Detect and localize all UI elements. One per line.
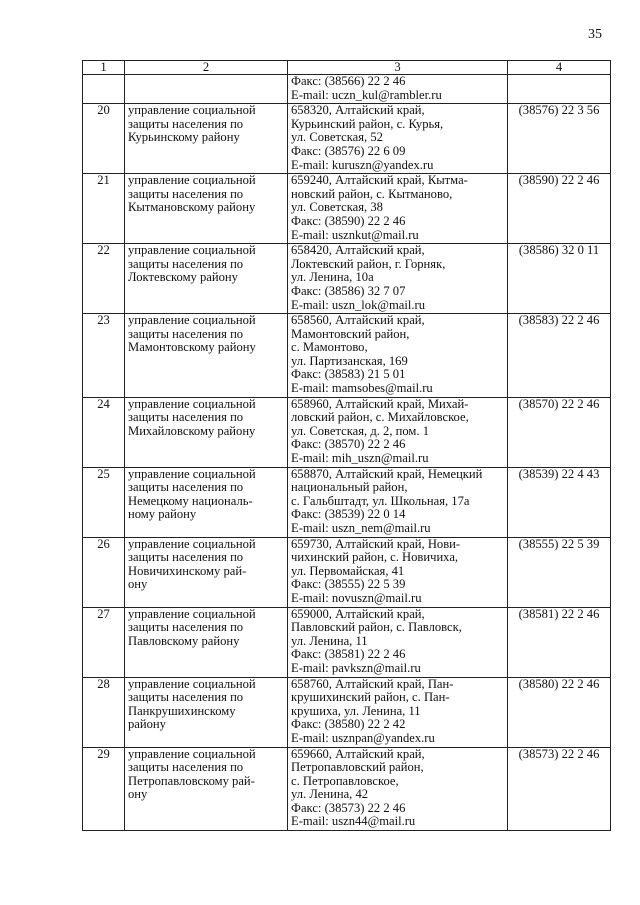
organization-line: управление социальной (128, 243, 256, 258)
address-line: национальный район, (291, 480, 408, 495)
organization-line: защиты населения по (128, 620, 244, 635)
address-line: с. Мамонтово, (291, 340, 368, 355)
organization-line: Курьинскому району (128, 130, 240, 145)
address-line: Факс: (38576) 22 6 09 (291, 143, 406, 158)
row-number-cell: 29 (83, 747, 125, 831)
phone-cell: (38570) 22 2 46 (508, 397, 611, 467)
address-line: Павловский район, с. Павловск, (291, 620, 462, 635)
address-line: 658760, Алтайский край, Пан- (291, 677, 454, 691)
address-line: ул. Первомайская, 41 (291, 563, 405, 578)
address-line: 658420, Алтайский край, (291, 243, 425, 258)
phone-cell: (38590) 22 2 46 (508, 174, 611, 244)
organization-cell (125, 174, 288, 244)
address-line: 659660, Алтайский край, (291, 747, 425, 761)
organization-line: ному району (128, 507, 197, 522)
address-cell (288, 104, 508, 174)
organization-line: управление социальной (128, 103, 256, 118)
table-row (83, 747, 611, 831)
page-number: 35 (588, 27, 602, 42)
address-line: Мамонтовский район, (291, 326, 410, 341)
address-line: 658870, Алтайский край, Немецкий (291, 467, 483, 481)
address-line: E-mail: mamsobes@mail.ru (291, 381, 433, 396)
column-header-2: 2 (125, 61, 288, 75)
address-line: с. Гальбштадт, ул. Школьная, 17а (291, 493, 470, 508)
organization-line: защиты населения по (128, 410, 244, 425)
organization-cell (125, 244, 288, 314)
organization-cell (125, 537, 288, 607)
address-line: крушиха, ул. Ленина, 11 (291, 703, 421, 718)
phone-cell: (38555) 22 5 39 (508, 537, 611, 607)
address-line: Факс: (38590) 22 2 46 (291, 213, 406, 228)
table-body (83, 75, 611, 831)
address-line: ул. Ленина, 42 (291, 787, 369, 802)
table-row (83, 314, 611, 398)
phone-cell: (38580) 22 2 46 (508, 677, 611, 747)
organization-line: управление социальной (128, 467, 256, 481)
address-line: E-mail: novuszn@mail.ru (291, 590, 422, 605)
address-cell (288, 467, 508, 537)
column-header-1: 1 (83, 61, 125, 75)
row-number-cell: 21 (83, 174, 125, 244)
organization-line: управление социальной (128, 397, 256, 411)
address-cell (288, 314, 508, 398)
address-line: чихинский район, с. Новичиха, (291, 550, 459, 565)
organization-line: управление социальной (128, 677, 256, 691)
address-cell (288, 537, 508, 607)
address-line: ловский район, с. Михайловское, (291, 410, 469, 425)
address-line: Факс: (38580) 22 2 42 (291, 717, 406, 732)
organization-line: управление социальной (128, 747, 256, 761)
row-number-cell: 20 (83, 104, 125, 174)
table-row (83, 174, 611, 244)
organization-line: Павловскому району (128, 633, 240, 648)
address-line: E-mail: uszn_lok@mail.ru (291, 297, 426, 312)
organization-line: Петропавловскому рай- (128, 773, 255, 788)
address-line: E-mail: uszn44@mail.ru (291, 814, 416, 829)
address-line: ул. Ленина, 11 (291, 633, 368, 648)
address-cell (288, 75, 508, 104)
organization-cell (125, 677, 288, 747)
address-line: Факс: (38581) 22 2 46 (291, 647, 406, 662)
address-line: Петропавловский район, (291, 760, 424, 775)
organization-line: району (128, 717, 166, 732)
row-number-cell: 22 (83, 244, 125, 314)
phone-cell: (38576) 22 3 56 (508, 104, 611, 174)
address-cell (288, 677, 508, 747)
address-line: 659730, Алтайский край, Нови- (291, 537, 461, 551)
address-line: E-mail: pavkszn@mail.ru (291, 660, 421, 675)
organization-cell (125, 747, 288, 831)
phone-cell: (38573) 22 2 46 (508, 747, 611, 831)
address-line: Факс: (38586) 32 7 07 (291, 283, 406, 298)
address-cell (288, 174, 508, 244)
organization-line: защиты населения по (128, 116, 244, 131)
row-number-cell (83, 75, 125, 104)
address-line: 658960, Алтайский край, Михай- (291, 397, 469, 411)
organization-line: защиты населения по (128, 550, 244, 565)
address-line: E-mail: uszn_nem@mail.ru (291, 521, 431, 535)
address-cell (288, 607, 508, 677)
table-row (83, 397, 611, 467)
address-line: крушихинский район, с. Пан- (291, 690, 450, 705)
address-cell (288, 397, 508, 467)
organization-line: Кытмановскому району (128, 200, 256, 215)
address-line: Факс: (38555) 22 5 39 (291, 577, 406, 592)
phone-cell: (38581) 22 2 46 (508, 607, 611, 677)
address-line: ул. Партизанская, 169 (291, 353, 408, 368)
organization-line: управление социальной (128, 537, 256, 551)
organization-cell (125, 607, 288, 677)
address-line: 659000, Алтайский край, (291, 607, 425, 621)
organization-line: Мамонтовскому району (128, 340, 256, 355)
address-line: ул. Советская, д. 2, пом. 1 (291, 423, 429, 438)
address-line: ул. Советская, 52 (291, 130, 383, 145)
address-line: 658320, Алтайский край, (291, 103, 425, 118)
organization-line: ону (128, 787, 148, 802)
address-line: 659240, Алтайский край, Кытма- (291, 173, 468, 188)
table-row (83, 244, 611, 314)
row-number-cell: 23 (83, 314, 125, 398)
address-line: E-mail: uczn_kul@rambler.ru (291, 87, 442, 102)
organization-line: ону (128, 577, 148, 592)
organization-cell (125, 104, 288, 174)
address-line: ул. Советская, 38 (291, 200, 383, 215)
organization-line: управление социальной (128, 313, 256, 328)
address-line: Факс: (38539) 22 0 14 (291, 507, 406, 522)
address-line: E-mail: mih_uszn@mail.ru (291, 451, 429, 466)
row-number-cell: 28 (83, 677, 125, 747)
address-line: ул. Ленина, 10а (291, 270, 374, 285)
address-line: E-mail: usznkut@mail.ru (291, 227, 419, 242)
row-number-cell: 27 (83, 607, 125, 677)
address-line: новский район, с. Кытманово, (291, 186, 453, 201)
organization-line: защиты населения по (128, 326, 244, 341)
address-cell (288, 747, 508, 831)
organization-line: защиты населения по (128, 256, 244, 271)
table-row (83, 467, 611, 537)
address-line: E-mail: usznpan@yandex.ru (291, 730, 435, 745)
address-line: Локтевский район, г. Горняк, (291, 256, 446, 271)
continuation-row (83, 75, 611, 104)
address-line: 658560, Алтайский край, (291, 313, 425, 328)
column-header-3: 3 (288, 61, 508, 75)
address-line: Курьинский район, с. Курья, (291, 116, 444, 131)
phone-cell: (38583) 22 2 46 (508, 314, 611, 398)
organization-line: управление социальной (128, 173, 256, 188)
organization-line: Новичихинскому рай- (128, 563, 247, 578)
organization-line: Локтевскому району (128, 270, 238, 285)
table-row (83, 537, 611, 607)
organization-line: защиты населения по (128, 690, 244, 705)
row-number-cell: 24 (83, 397, 125, 467)
organization-line: защиты населения по (128, 186, 244, 201)
table-header-row (83, 61, 611, 75)
organization-cell (125, 397, 288, 467)
table-row (83, 104, 611, 174)
social-protection-table (82, 60, 611, 831)
address-line: Факс: (38570) 22 2 46 (291, 437, 406, 452)
column-header-4: 4 (508, 61, 611, 75)
organization-line: управление социальной (128, 607, 256, 621)
row-number-cell: 25 (83, 467, 125, 537)
address-line: E-mail: kuruszn@yandex.ru (291, 157, 434, 172)
organization-cell (125, 467, 288, 537)
table-row (83, 607, 611, 677)
row-number-cell: 26 (83, 537, 125, 607)
address-cell (288, 244, 508, 314)
address-line: Факс: (38573) 22 2 46 (291, 800, 406, 815)
address-line: с. Петропавловское, (291, 773, 399, 788)
address-line: Факс: (38566) 22 2 46 (291, 74, 406, 88)
phone-cell (508, 75, 611, 104)
organization-line: защиты населения по (128, 760, 244, 775)
organization-line: Михайловскому району (128, 423, 256, 438)
organization-cell (125, 75, 288, 104)
organization-line: Панкрушихинскому (128, 703, 236, 718)
organization-line: Немецкому националь- (128, 493, 253, 508)
phone-cell: (38586) 32 0 11 (508, 244, 611, 314)
organization-line: защиты населения по (128, 480, 244, 495)
phone-cell: (38539) 22 4 43 (508, 467, 611, 537)
organization-cell (125, 314, 288, 398)
address-line: Факс: (38583) 21 5 01 (291, 367, 406, 382)
table-row (83, 677, 611, 747)
